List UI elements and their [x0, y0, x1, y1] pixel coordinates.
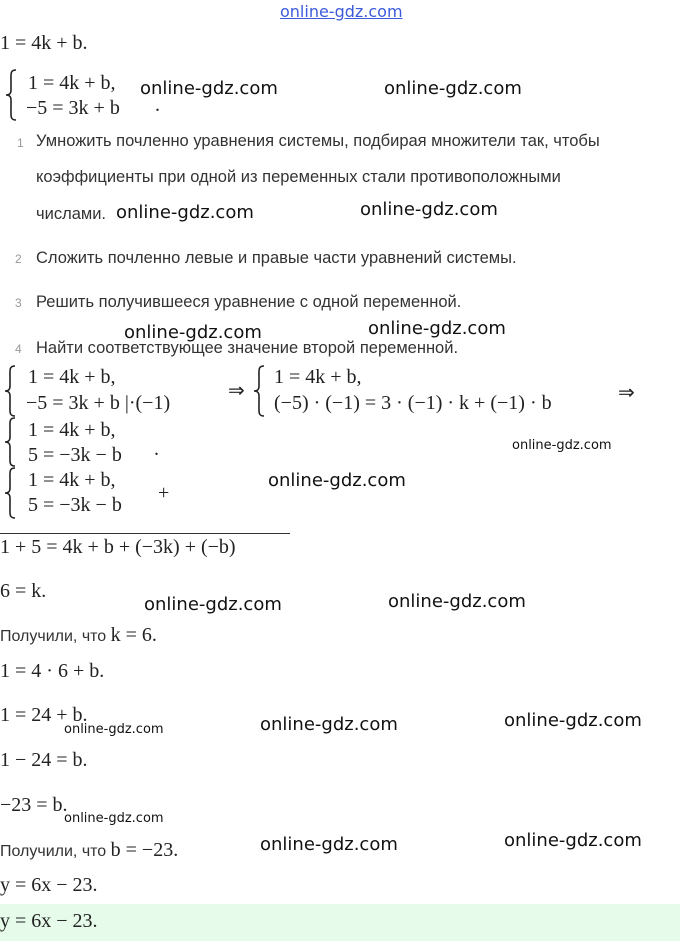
system-brace-icon [4, 68, 18, 122]
b-conclusion-math: b = −23. [110, 839, 179, 861]
watermark: online-gdz.com [116, 202, 254, 223]
watermark: online-gdz.com [268, 470, 406, 491]
plus-sign: + [158, 482, 170, 504]
k-conclusion-text: Получили, что [0, 628, 107, 645]
step-number: 2 [15, 252, 22, 266]
watermark: online-gdz.com [368, 318, 506, 339]
step-1-text-line-3: числами. [36, 205, 107, 223]
implies-arrow: ⇒ [618, 382, 635, 404]
watermark: online-gdz.com [144, 594, 282, 615]
result-equation: y = 6x − 23. [0, 874, 98, 896]
system-4-row-1: 1 = 4k + b, [28, 469, 116, 491]
system-3-period: . [154, 438, 159, 460]
watermark: online-gdz.com [504, 830, 642, 851]
system-brace-icon [3, 364, 17, 418]
answer-equation: y = 6x − 23. [0, 910, 98, 932]
implies-arrow: ⇒ [228, 380, 245, 402]
watermark-small: online-gdz.com [64, 722, 164, 737]
watermark-small: online-gdz.com [64, 811, 164, 826]
equation-1: 1 = 4k + b. [0, 32, 88, 54]
step-2-text: Сложить почленно левые и правые части уравнений системы. [36, 249, 517, 267]
b-conclusion-text: Получили, что [0, 843, 107, 860]
system-2-row-2: −5 = 3k + b |·(−1) [26, 392, 171, 414]
step-number: 4 [15, 342, 22, 356]
b-conclusion [0, 839, 178, 862]
watermark: online-gdz.com [388, 591, 526, 612]
system-brace-icon [252, 364, 266, 418]
substitution-4: −23 = b. [0, 794, 68, 816]
step-1-text-line-2: коэффициенты при одной из переменных стали противоположными [36, 168, 561, 186]
answer-box [0, 904, 680, 941]
system-2-row-1: 1 = 4k + b, [28, 366, 116, 388]
sum-divider-line [0, 533, 290, 534]
sum-equation: 1 + 5 = 4k + b + (−3k) + (−b) [0, 536, 236, 558]
step-number: 1 [17, 136, 24, 150]
system-brace-icon [3, 466, 17, 520]
k-conclusion [0, 624, 157, 647]
watermark: online-gdz.com [384, 78, 522, 99]
step-3-text: Решить получившееся уравнение с одной переменной. [36, 293, 462, 311]
k-conclusion-math: k = 6. [110, 624, 157, 646]
substitution-2: 1 = 24 + b. [0, 704, 88, 726]
result-k-equation: 6 = k. [0, 580, 47, 602]
system-1-row-1: 1 = 4k + b, [28, 72, 116, 94]
watermark: online-gdz.com [360, 199, 498, 220]
step-1-text-line-1: Умножить почленно уравнения системы, подбирая множители так, чтобы [36, 132, 600, 150]
step-number: 3 [15, 296, 22, 310]
substitution-1: 1 = 4 · 6 + b. [0, 660, 105, 682]
system-2-right-row-1: 1 = 4k + b, [274, 366, 362, 388]
system-1-row-2: −5 = 3k + b [26, 97, 120, 119]
system-3-row-1: 1 = 4k + b, [28, 419, 116, 441]
watermark: online-gdz.com [260, 834, 398, 855]
watermark-small: online-gdz.com [512, 438, 612, 453]
system-brace-icon [3, 416, 17, 468]
substitution-3: 1 − 24 = b. [0, 749, 88, 771]
system-2-right-row-2: (−5) · (−1) = 3 · (−1) · k + (−1) · b [274, 392, 552, 414]
watermark: online-gdz.com [260, 714, 398, 735]
system-3-row-2: 5 = −3k − b [28, 444, 122, 466]
watermark: online-gdz.com [124, 322, 262, 343]
watermark: online-gdz.com [504, 710, 642, 731]
system-4-row-2: 5 = −3k − b [28, 494, 122, 516]
system-1-period: . [155, 94, 160, 116]
watermark: online-gdz.com [140, 78, 278, 99]
watermark-top[interactable]: online-gdz.com [280, 2, 403, 21]
step-4-text: Найти соответствующее значение второй переменной. [36, 339, 459, 357]
